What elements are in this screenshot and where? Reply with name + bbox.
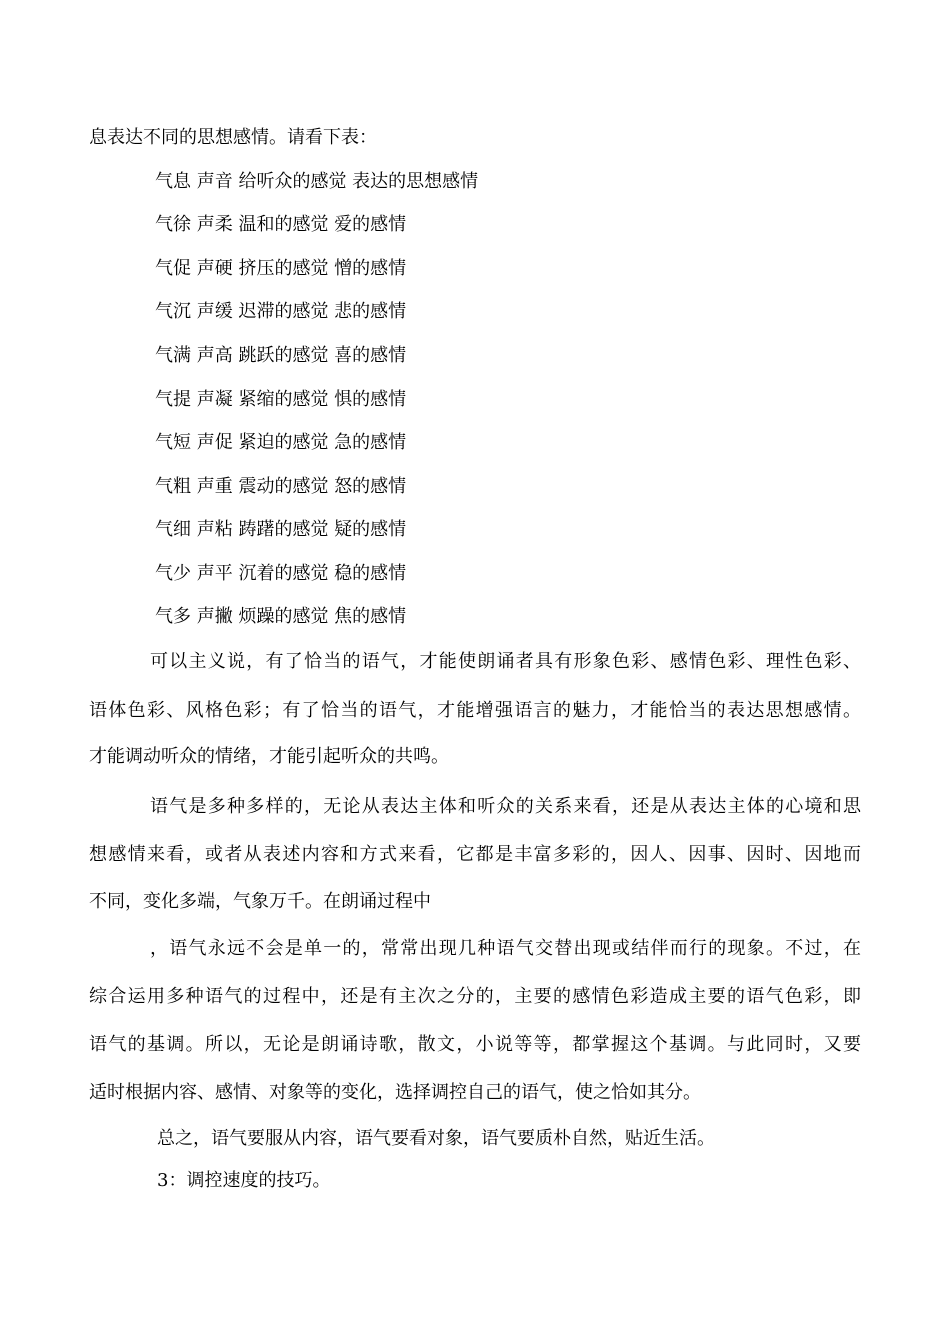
table-row: 气多 声撇 烦躁的感觉 焦的感情	[155, 606, 407, 627]
paragraph-1-line: 才能调动听众的情绪，才能引起听众的共鸣。	[89, 746, 449, 767]
intro-line: 息表达不同的思想感情。请看下表：	[89, 127, 377, 148]
table-row: 气徐 声柔 温和的感觉 爱的感情	[155, 214, 407, 235]
paragraph-3-line: 适时根据内容、感情、对象等的变化，选择调控自己的语气，使之恰如其分。	[89, 1082, 701, 1103]
paragraph-2-line: 不同，变化多端，气象万千。在朗诵过程中	[89, 891, 431, 912]
table-row: 气沉 声缓 迟滞的感觉 悲的感情	[155, 301, 407, 322]
table-row: 气提 声凝 紧缩的感觉 惧的感情	[155, 389, 407, 410]
paragraph-2-line: 想感情来看，或者从表述内容和方式来看，它都是丰富多彩的，因人、因事、因时、因地而	[89, 844, 861, 865]
paragraph-3-line: ，语气永远不会是单一的，常常出现几种语气交替出现或结伴而行的现象。不过，在	[150, 938, 861, 959]
table-row: 气粗 声重 震动的感觉 怒的感情	[155, 476, 407, 497]
section-heading: 3：调控速度的技巧。	[157, 1170, 331, 1191]
table-row: 气细 声粘 踌躇的感觉 疑的感情	[155, 519, 407, 540]
table-row: 气满 声高 跳跃的感觉 喜的感情	[155, 345, 407, 366]
table-row: 气少 声平 沉着的感觉 稳的感情	[155, 563, 407, 584]
paragraph-1-line: 语体色彩、风格色彩；有了恰当的语气，才能增强语言的魅力，才能恰当的表达思想感情。	[89, 700, 861, 721]
table-row-header: 气息 声音 给听众的感觉 表达的思想感情	[155, 171, 479, 192]
paragraph-3-line: 语气的基调。所以，无论是朗诵诗歌，散文，小说等等，都掌握这个基调。与此同时，又要	[89, 1034, 861, 1055]
table-row: 气促 声硬 挤压的感觉 憎的感情	[155, 258, 407, 279]
paragraph-1-line: 可以主义说，有了恰当的语气，才能使朗诵者具有形象色彩、感情色彩、理性色彩、	[150, 651, 861, 672]
paragraph-2-line: 语气是多种多样的，无论从表达主体和听众的关系来看，还是从表达主体的心境和思	[150, 796, 861, 817]
table-row: 气短 声促 紧迫的感觉 急的感情	[155, 432, 407, 453]
paragraph-3-line: 综合运用多种语气的过程中，还是有主次之分的，主要的感情色彩造成主要的语气色彩，即	[89, 986, 861, 1007]
summary-line: 总之，语气要服从内容，语气要看对象，语气要质朴自然，贴近生活。	[157, 1128, 715, 1149]
